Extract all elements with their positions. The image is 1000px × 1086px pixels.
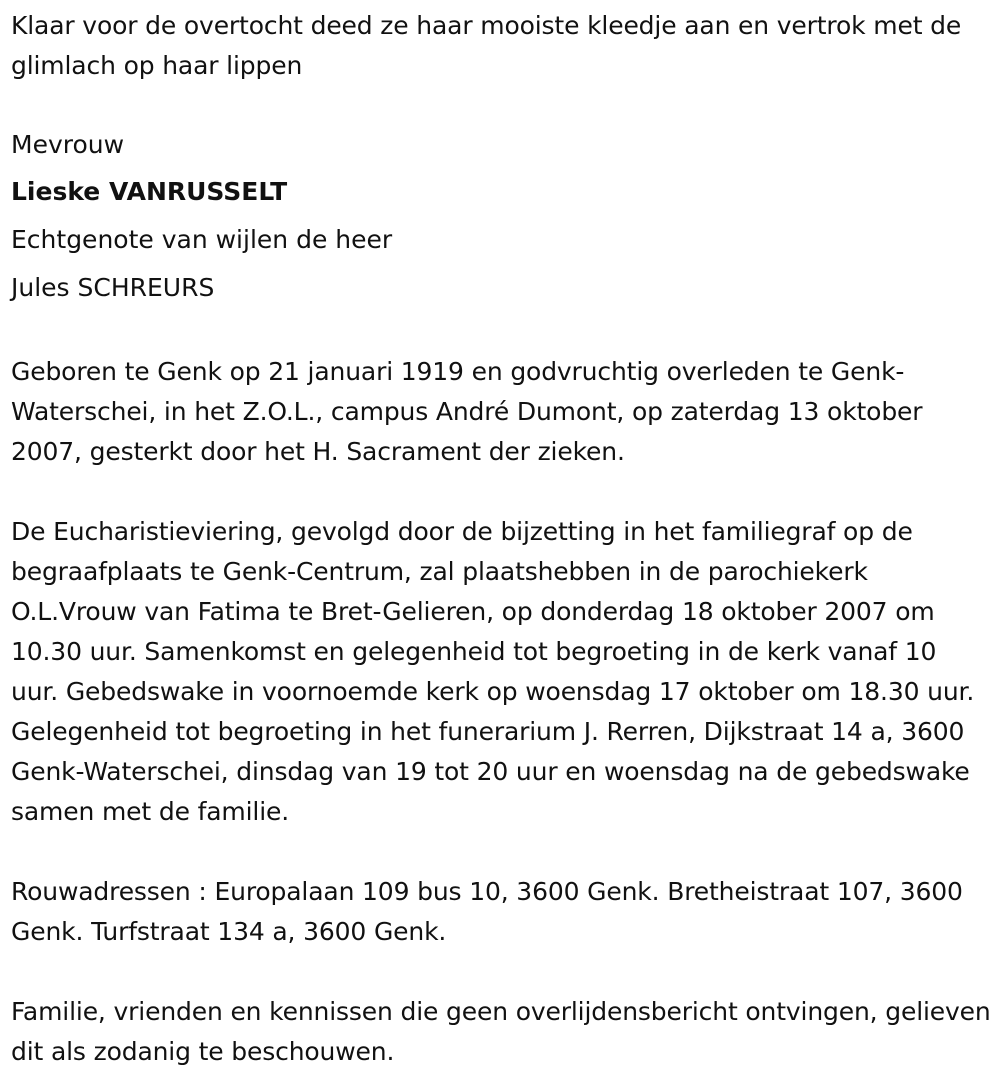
relation-text: Echtgenote van wijlen de heer <box>11 225 393 254</box>
paragraph-spacer <box>11 952 991 992</box>
addresses-paragraph: Rouwadressen : Europalaan 109 bus 10, 3600 Genk. Bretheistraat 107, 3600 Genk. Turfstraat 134 a, 3600 Genk. <box>11 877 963 946</box>
birth-death-paragraph: Geboren te Genk op 21 januari 1919 en godvruchtig overleden te Genk-Waterschei, in het Z.O.L., campus André Dumont, op zaterdag 13 oktober 2007, gesterkt door het H. Sacrament der zieken. <box>11 357 923 466</box>
deceased-name-block <box>11 126 991 312</box>
paragraph-spacer <box>11 472 991 512</box>
closing-paragraph: Familie, vrienden en kennissen die geen overlijdensbericht ontvingen, gelieven dit als zodanig te beschouwen. <box>11 997 991 1066</box>
motto-text: Klaar voor de overtocht deed ze haar mooiste kleedje aan en vertrok met de glimlach op haar lippen <box>11 11 962 80</box>
obituary-document <box>11 6 991 1072</box>
spouse-name: Jules SCHREURS <box>11 273 215 302</box>
salutation-text: Mevrouw <box>11 130 125 159</box>
paragraph-spacer <box>11 832 991 872</box>
service-paragraph: De Eucharistieviering, gevolgd door de bijzetting in het familiegraf op de begraafplaats te Genk-Centrum, zal plaatshebben in de parochiekerk O.L.Vrouw van Fatima te Bret-Gelieren, op donderdag 18 oktober 2007 om 10.30 uur. Samenkomst en gelegenheid tot begroeting in de kerk vanaf 10 uur. Gebedswake in voornoemde kerk op woensdag 17 oktober om 18.30 uur. Gelegenheid tot begroeting in het funerarium J. Rerren, Dijkstraat 14 a, 3600 Genk-Waterschei, dinsdag van 19 tot 20 uur en woensdag na de gebedswake samen met de familie. <box>11 517 975 826</box>
paragraph-spacer <box>11 312 991 352</box>
deceased-name: Lieske VANRUSSELT <box>11 177 288 206</box>
